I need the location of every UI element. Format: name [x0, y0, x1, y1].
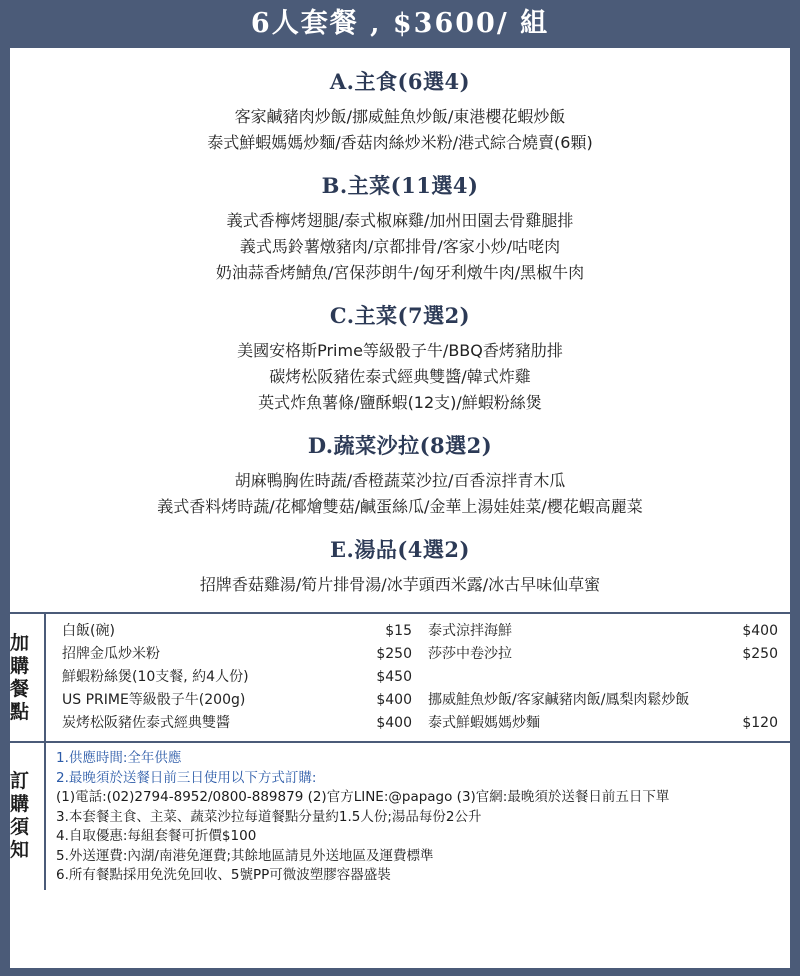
addon-item-price: $450: [376, 669, 412, 685]
addon-item-name: 鮮蝦粉絲煲(10支餐, 約4人份): [62, 669, 249, 685]
note-line: 1.供應時間:全年供應: [56, 750, 182, 766]
section-title: A.主食(6選4): [329, 69, 471, 94]
note-line: 5.外送運費:內湖/南港免運費;其餘地區請見外送地區及運費標準: [56, 847, 434, 864]
addon-item-name: 泰式涼拌海鮮: [428, 623, 512, 639]
addon-item-name: 挪威鮭魚炒飯/客家鹹豬肉飯/鳳梨肉鬆炒飯: [428, 692, 690, 708]
note-line: (1)電話:(02)2794-8952/0800-889879 (2)官方LINE:@papago (3)官網:最晚須於送餐日前五日下單: [56, 789, 670, 805]
note-line: 4.自取優惠:每組套餐可折價$100: [56, 828, 257, 844]
addon-row: [62, 620, 412, 643]
section-line: 英式炸魚薯條/鹽酥蝦(12支)/鮮蝦粉絲煲: [258, 393, 542, 412]
addon-item-price: $400: [376, 692, 412, 708]
menu-sections: [10, 48, 790, 598]
addon-row: [428, 689, 778, 712]
addon-item-name: US PRIME等級骰子牛(200g): [62, 692, 246, 708]
section-line: 奶油蒜香烤鯖魚/宮保莎朗牛/匈牙利燉牛肉/黑椒牛肉: [215, 263, 585, 282]
page-title: 6人套餐 , $3600/ 組: [10, 0, 790, 48]
addon-item-price: $250: [376, 646, 412, 662]
section-line: 客家鹹豬肉炒飯/挪威鮭魚炒飯/東港櫻花蝦炒飯: [234, 107, 566, 126]
addon-side-label: 加購餐點: [10, 614, 46, 741]
section-line: 義式香檸烤翅腿/泰式椒麻雞/加州田園去骨雞腿排: [226, 211, 574, 230]
section-line: 美國安格斯Prime等級骰子牛/BBQ香烤豬肋排: [237, 341, 563, 360]
addon-row: [62, 666, 412, 689]
addon-row: [62, 689, 412, 712]
section-title: E.湯品(4選2): [330, 537, 470, 562]
section-line: 招牌香菇雞湯/筍片排骨湯/冰芋頭西米露/冰古早味仙草蜜: [199, 575, 601, 594]
addon-row: [62, 712, 412, 735]
addon-item-price: $250: [742, 646, 778, 662]
addon-item-name: 白飯(碗): [62, 623, 115, 639]
note-line: 2.最晚須於送餐日前三日使用以下方式訂購:: [56, 769, 317, 786]
addon-column-right: [420, 620, 786, 735]
menu-section: [22, 300, 778, 416]
addon-item-price: $400: [376, 715, 412, 731]
addon-row: [428, 712, 778, 735]
addon-item-name: 炭烤松阪豬佐泰式經典雙醬: [62, 715, 230, 731]
section-line: 碳烤松阪豬佐泰式經典雙醬/韓式炸雞: [269, 367, 531, 386]
addon-item-price: $120: [742, 715, 778, 731]
addon-row: [428, 643, 778, 666]
menu-section: [22, 534, 778, 598]
section-line: 義式香料烤時蔬/花椰燴雙菇/鹹蛋絲瓜/金華上湯娃娃菜/櫻花蝦高麗菜: [157, 497, 643, 516]
note-line: 6.所有餐點採用免洗免回收、5號PP可微波塑膠容器盛裝: [56, 867, 391, 883]
addon-row: [428, 620, 778, 643]
addon-block: [10, 612, 790, 741]
addon-item-name: 招牌金瓜炒米粉: [62, 646, 160, 662]
menu-section: [22, 66, 778, 156]
section-line: 義式馬鈴薯燉豬肉/京都排骨/客家小炒/咕咾肉: [239, 237, 561, 256]
addon-item-price: [768, 689, 778, 712]
addon-columns: [46, 614, 790, 741]
notes-side-label: 訂購須知: [10, 743, 46, 890]
menu-section: [22, 170, 778, 286]
addon-row: [62, 643, 412, 666]
menu-section: [22, 430, 778, 520]
section-line: 胡麻鴨胸佐時蔬/香橙蔬菜沙拉/百香涼拌青木瓜: [234, 471, 566, 490]
addon-item-price: $400: [742, 623, 778, 639]
addon-row-spacer: [428, 666, 778, 689]
addon-column-left: [54, 620, 420, 735]
note-line: 3.本套餐主食、主菜、蔬菜沙拉每道餐點分量約1.5人份;湯品每份2公升: [56, 808, 482, 825]
notes-block: [10, 741, 790, 890]
addon-item-name: 泰式鮮蝦媽媽炒麵: [428, 715, 540, 731]
section-title: C.主菜(7選2): [329, 303, 471, 328]
bottom-bar: [0, 968, 800, 976]
section-title: B.主菜(11選4): [321, 173, 479, 198]
section-line: 泰式鮮蝦媽媽炒麵/香菇肉絲炒米粉/港式綜合燒賣(6顆): [207, 133, 593, 152]
addon-item-price: [768, 666, 778, 689]
notes-list: [46, 743, 790, 890]
addon-item-name: 莎莎中卷沙拉: [428, 646, 512, 662]
section-title: D.蔬菜沙拉(8選2): [307, 433, 493, 458]
addon-item-price: $15: [385, 623, 412, 639]
